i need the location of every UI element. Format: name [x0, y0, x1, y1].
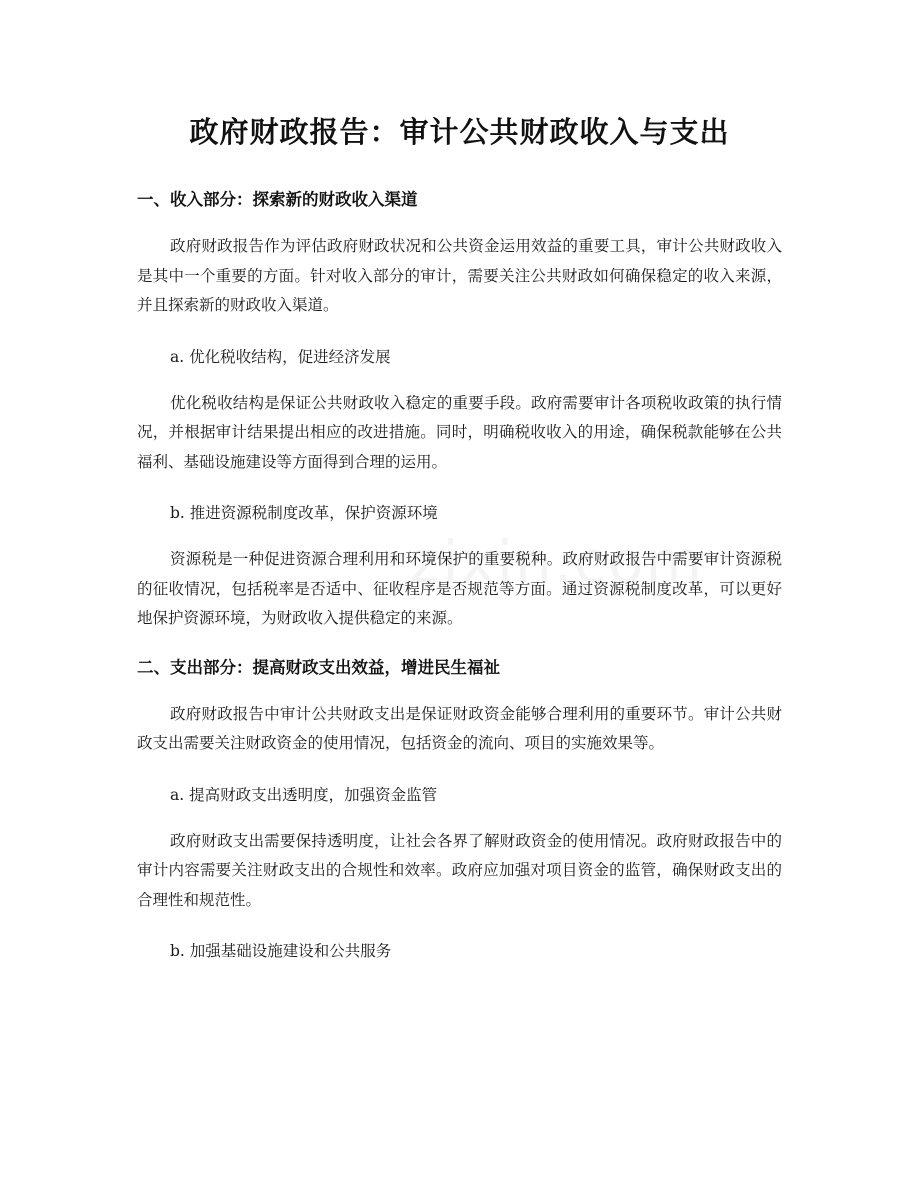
paragraph-tax-structure: 优化税收结构是保证公共财政收入稳定的重要手段。政府需要审计各项税收政策的执行情况，并根据审计结果提出相应的改进措施。同时，明确税收收入的用途，确保税款能够在公共福利、基础设施建设等方面得到合理的运用。	[137, 393, 782, 471]
subheading-tax-structure: a. 优化税收结构，促进经济发展	[170, 347, 391, 366]
subheading-transparency: a. 提高财政支出透明度，加强资金监管	[170, 785, 438, 804]
section-heading-expenditure: 二、支出部分：提高财政支出效益，增进民生福祉	[137, 657, 500, 677]
subheading-infrastructure: b. 加强基础设施建设和公共服务	[170, 942, 392, 960]
paragraph-resource-tax: 资源税是一种促进资源合理利用和环境保护的重要税种。政府财政报告中需要审计资源税的征收情况，包括税率是否适中、征收程序是否规范等方面。通过资源税制度改革，可以更好地保护资源环境，为财政收入提供稳定的来源。	[137, 550, 782, 627]
page-title: 政府财政报告：审计公共财政收入与支出	[189, 115, 730, 149]
paragraph-expenditure-intro: 政府财政报告中审计公共财政支出是保证财政资金能够合理利用的重要环节。审计公共财政支出需要关注财政资金的使用情况，包括资金的流向、项目的实施效果等。	[137, 704, 782, 752]
section-heading-income: 一、收入部分：探索新的财政收入渠道	[137, 190, 418, 209]
subheading-resource-tax: b. 推进资源税制度改革，保护资源环境	[170, 504, 438, 522]
paragraph-income-intro: 政府财政报告作为评估政府财政状况和公共资金运用效益的重要工具，审计公共财政收入是其中一个重要的方面。针对收入部分的审计，需要关注公共财政如何确保稳定的收入来源，并且探索新的财政收入渠道。	[137, 237, 782, 314]
paragraph-transparency: 政府财政支出需要保持透明度，让社会各界了解财政资金的使用情况。政府财政报告中的审计内容需要关注财政支出的合规性和效率。政府应加强对项目资金的监管，确保财政支出的合理性和规范性。	[137, 831, 782, 909]
